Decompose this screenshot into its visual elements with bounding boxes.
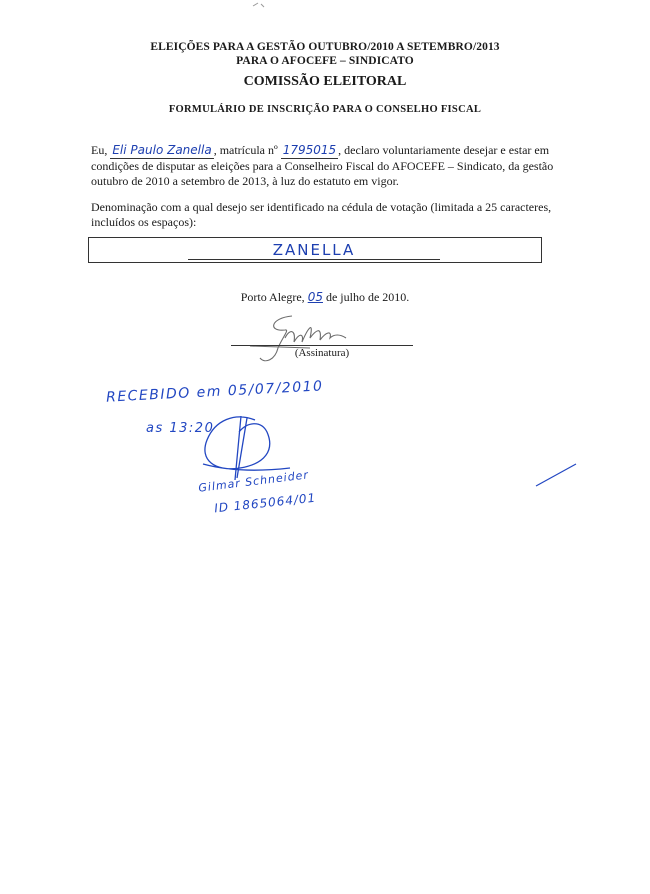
committee-title: COMISSÃO ELEITORAL [243,74,407,89]
stray-pen-stroke [532,460,582,490]
form-title: FORMULÁRIO DE INSCRIÇÃO PARA O CONSELHO FISCAL [168,104,482,115]
header-line-1: ELEIÇÕES PARA A GESTÃO OUTUBRO/2010 A SETEMBRO/2013 [150,41,500,53]
receipt-line-3: Gilmar Schneider [197,468,310,495]
declaration-paragraph [91,143,561,189]
place-city: Porto Alegre, [240,290,305,304]
date-day[interactable]: 05 [307,290,323,304]
scan-mark [250,0,270,12]
header-line-2: PARA O AFOCEFE – SINDICATO [236,55,414,67]
declaration-prefix: Eu, [91,143,108,157]
matricula-label: , matrícula nº [213,143,278,157]
handwritten-name[interactable]: Eli Paulo Zanella [112,143,212,157]
receipt-line-2: as 13:20 [146,421,215,436]
declaration-text: , declaro voluntariamente desejar e estar em condições de disputar as eleições para a Conselheiro Fiscal do AFOCEFE – Sindicato, da gestão outubro de 2010 a setembro de 2013, à luz do estatuto em vigor. [91,143,554,188]
handwritten-matricula[interactable]: 1795015 [282,143,337,157]
signature-scribble [230,308,380,368]
denomination-paragraph: Denominação com a qual desejo ser identificado na cédula de votação (limitada a 25 caracteres, incluídos os espaços): [91,200,552,229]
denomination-value[interactable]: ZANELLA [272,241,356,259]
denomination-underline [188,259,440,260]
signature-label: (Assinatura) [294,347,350,359]
place-date [0,290,650,305]
receipt-line-1: RECEBIDO em 05/07/2010 [105,378,324,406]
signature-line [231,345,413,346]
date-rest: de julho de 2010. [325,290,410,304]
receipt-line-4: ID 1865064/01 [213,490,317,516]
